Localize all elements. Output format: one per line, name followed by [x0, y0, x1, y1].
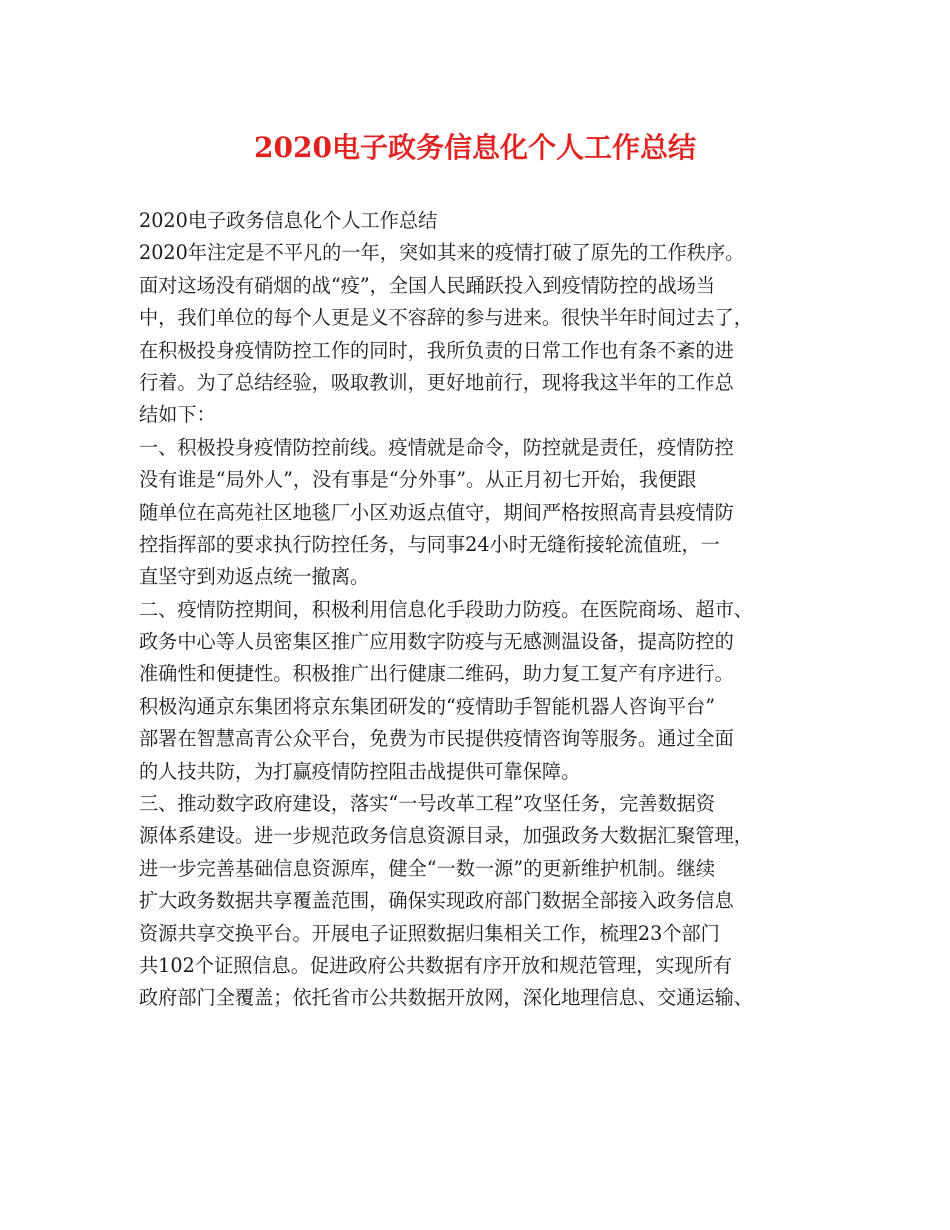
body-line: 随单位在高苑社区地毯厂小区劝返点值守，期间严格按照高青县疫情防: [139, 500, 734, 524]
body-line: 准确性和便捷性。积极推广出行健康二维码，助力复工复产有序进行。: [139, 662, 734, 686]
body-line: 积极沟通京东集团将京东集团研发的“疫情助手智能机器人咨询平台”: [139, 694, 716, 718]
body-line: 在积极投身疫情防控工作的同时，我所负责的日常工作也有条不紊的进: [139, 338, 734, 362]
body-line: 结如下：: [139, 403, 216, 427]
body-line: 面对这场没有硝烟的战“疫”，全国人民踊跃投入到疫情防控的战场当: [139, 273, 716, 297]
body-line: 政府部门全覆盖；依托省市公共数据开放网，深化地理信息、交通运输、: [139, 986, 753, 1010]
document-title: 2020电子政务信息化个人工作总结: [254, 131, 696, 164]
body-line: 资源共享交换平台。开展电子证照数据归集相关工作，梳理23个部门: [139, 921, 720, 945]
body-line: 共102个证照信息。促进政府公共数据有序开放和规范管理，实现所有: [139, 953, 733, 977]
body-line: 一、积极投身疫情防控前线。疫情就是命令，防控就是责任，疫情防控: [139, 435, 734, 459]
body-line: 扩大政务数据共享覆盖范围，确保实现政府部门数据全部接入政务信息: [139, 889, 734, 913]
body-line: 直坚守到劝返点统一撤离。: [139, 565, 370, 589]
body-line: 中，我们单位的每个人更是义不容辞的参与进来。很快半年时间过去了，: [139, 306, 753, 330]
document-body: [139, 205, 819, 1015]
body-line: 部署在智慧高青公众平台，免费为市民提供疫情咨询等服务。通过全面: [139, 727, 734, 751]
body-line: 二、疫情防控期间，积极利用信息化手段助力防疫。在医院商场、超市、: [139, 597, 753, 621]
body-line: 没有谁是“局外人”，没有事是“分外事”。从正月初七开始，我便跟: [139, 468, 697, 492]
body-line: 行着。为了总结经验，吸取教训，更好地前行，现将我这半年的工作总: [139, 370, 734, 394]
body-line: 控指挥部的要求执行防控任务，与同事24小时无缝衔接轮流值班，一: [139, 532, 720, 556]
body-line: 2020电子政务信息化个人工作总结: [139, 209, 438, 232]
body-line: 三、推动数字政府建设，落实“一号改革工程”攻坚任务，完善数据资: [139, 792, 716, 816]
body-line: 的人技共防，为打赢疫情防控阻击战提供可靠保障。: [139, 759, 581, 783]
body-line: 2020年注定是不平凡的一年，突如其来的疫情打破了原先的工作秩序。: [139, 241, 745, 265]
body-line: 政务中心等人员密集区推广应用数字防疫与无感测温设备，提高防控的: [139, 630, 734, 654]
body-line: 进一步完善基础信息资源库，健全“一数一源”的更新维护机制。继续: [139, 856, 716, 880]
body-line: 源体系建设。进一步规范政务信息资源目录，加强政务大数据汇聚管理，: [139, 824, 753, 848]
